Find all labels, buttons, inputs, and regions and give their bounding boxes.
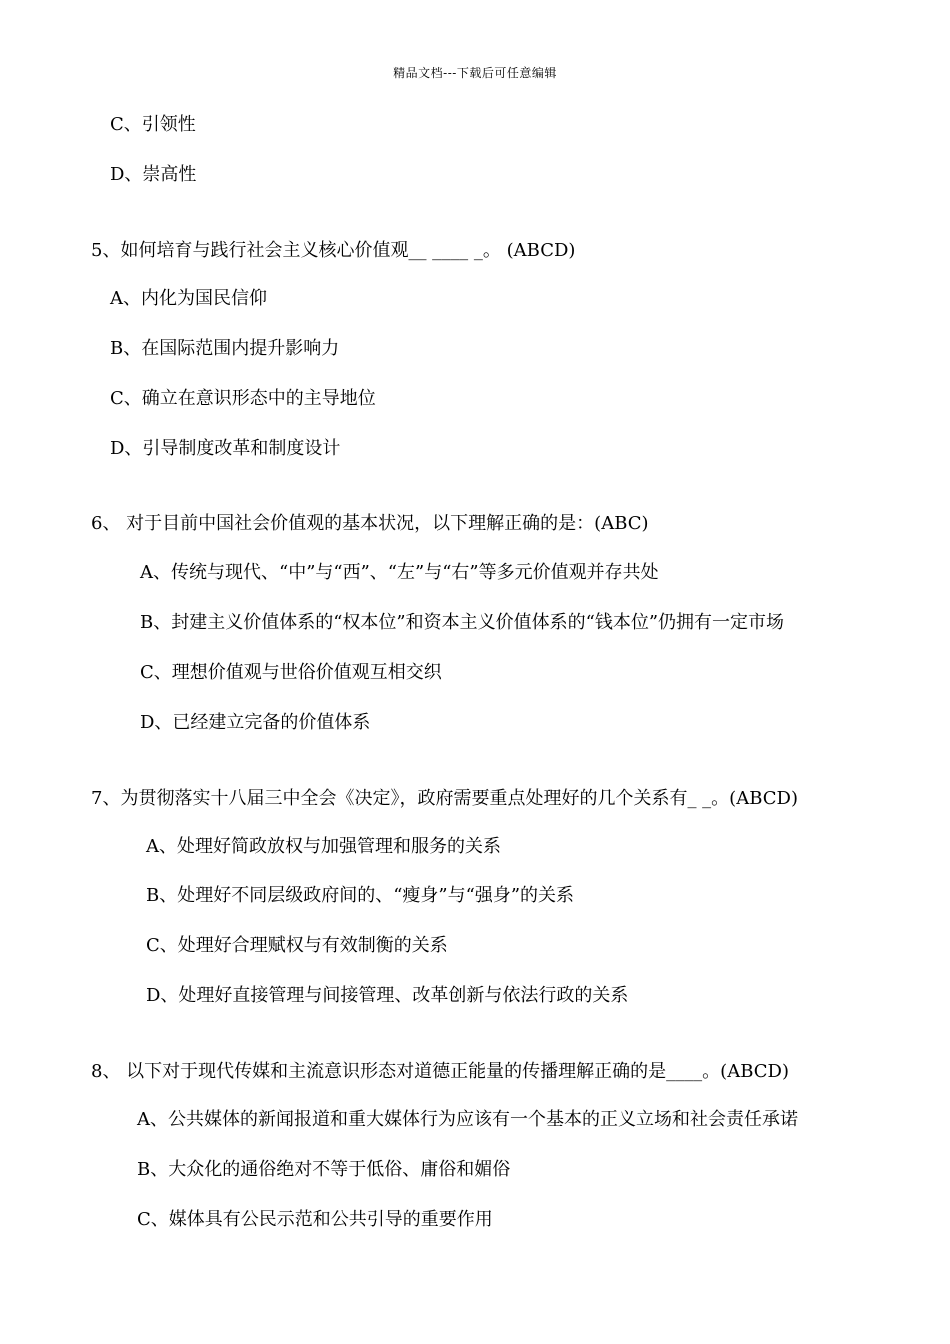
option-6c: C、理想价值观与世俗价值观互相交织 bbox=[140, 662, 442, 683]
option-5d: D、引导制度改革和制度设计 bbox=[110, 438, 341, 459]
question-7: 7、为贯彻落实十八届三中全会《决定》，政府需要重点处理好的几个关系有_ _。(ABCD) bbox=[91, 788, 798, 809]
option-7d: D、处理好直接管理与间接管理、改革创新与依法行政的关系 bbox=[146, 985, 629, 1006]
option-6b: B、封建主义价值体系的“权本位”和资本主义价值体系的“钱本位”仍拥有一定市场 bbox=[140, 612, 785, 633]
option-4c: C、引领性 bbox=[110, 114, 196, 135]
option-8b: B、大众化的通俗绝对不等于低俗、庸俗和媚俗 bbox=[137, 1159, 511, 1180]
option-7a: A、处理好简政放权与加强管理和服务的关系 bbox=[146, 836, 501, 857]
question-5: 5、如何培育与践行社会主义核心价值观__ ____ _。 (ABCD) bbox=[91, 240, 576, 261]
option-6a: A、传统与现代、“中”与“西”、“左”与“右”等多元价值观并存共处 bbox=[140, 562, 659, 583]
page-header: 精品文档---下载后可任意编辑 bbox=[393, 66, 557, 80]
option-5c: C、确立在意识形态中的主导地位 bbox=[110, 388, 376, 409]
option-7c: C、处理好合理赋权与有效制衡的关系 bbox=[146, 935, 448, 956]
option-5a: A、内化为国民信仰 bbox=[110, 288, 267, 309]
option-6d: D、已经建立完备的价值体系 bbox=[140, 712, 371, 733]
question-6: 6、 对于目前中国社会价值观的基本状况，以下理解正确的是：(ABC) bbox=[91, 513, 649, 534]
option-8c: C、媒体具有公民示范和公共引导的重要作用 bbox=[137, 1209, 493, 1230]
option-7b: B、处理好不同层级政府间的、“瘦身”与“强身”的关系 bbox=[146, 885, 575, 906]
option-8a: A、公共媒体的新闻报道和重大媒体行为应该有一个基本的正义立场和社会责任承诺 bbox=[137, 1109, 798, 1130]
question-8: 8、 以下对于现代传媒和主流意识形态对道德正能量的传播理解正确的是____。(ABCD) bbox=[91, 1061, 789, 1082]
option-4d: D、崇高性 bbox=[110, 164, 197, 185]
option-5b: B、在国际范围内提升影响力 bbox=[110, 338, 340, 359]
